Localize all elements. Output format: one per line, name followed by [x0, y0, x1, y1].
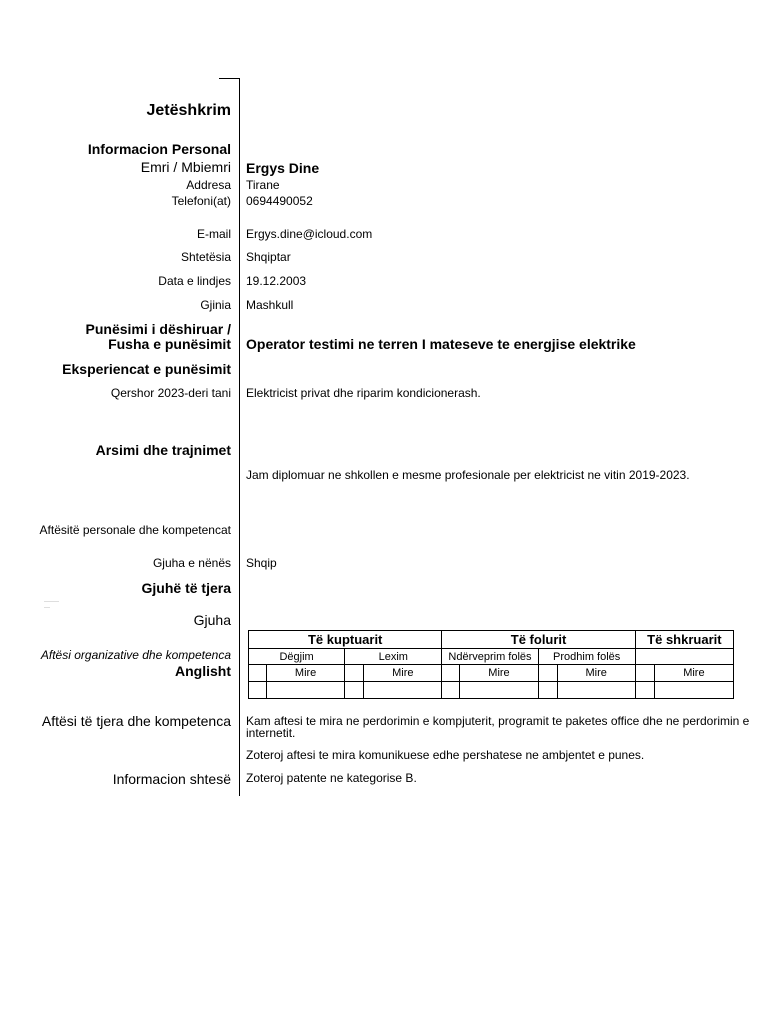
empty-cell: [460, 682, 538, 699]
email-value: Ergys.dine@icloud.com: [246, 227, 373, 241]
subheader-reading: Lexim: [345, 649, 442, 665]
group-writing: Të shkruarit: [635, 631, 733, 649]
level-code-cell: [442, 665, 460, 682]
mother-tongue-label: Gjuha e nënës: [152, 556, 231, 570]
empty-cell: [364, 682, 442, 699]
tiny-mark-1: —————: [44, 599, 59, 603]
subheader-production: Prodhim folës: [538, 649, 635, 665]
education-value: Jam diplomuar ne shkollen e mesme profesionale per elektricist ne vitin 2019-2023.: [246, 468, 690, 482]
other-skills-label: Aftësi të tjera dhe kompetenca: [41, 713, 231, 729]
desired-job-label-2: Fusha e punësimit: [108, 336, 231, 352]
section-skills: Aftësitë personale dhe kompetencat: [39, 523, 231, 537]
additional-info-label: Informacion shtesë: [112, 771, 231, 787]
gender-label: Gjinia: [200, 298, 231, 312]
desired-job-label-1: Punësimi i dëshiruar /: [85, 321, 231, 337]
document-title: Jetëshkrim: [146, 102, 231, 119]
level-interaction: Mire: [460, 665, 538, 682]
level-code-cell: [538, 665, 557, 682]
desired-job-value: Operator testimi ne terren I mateseve te energjise elektrike: [246, 336, 636, 352]
tiny-mark-2: ——: [44, 605, 50, 609]
empty-cell: [557, 682, 635, 699]
section-education: Arsimi dhe trajnimet: [95, 442, 231, 458]
empty-cell: [442, 682, 460, 699]
name-label: Emri / Mbiemri: [140, 159, 231, 175]
subheader-interaction: Ndërveprim folës: [442, 649, 538, 665]
empty-cell: [538, 682, 557, 699]
level-listening: Mire: [267, 665, 345, 682]
additional-info-value: Zoteroj patente ne kategorise B.: [246, 771, 417, 785]
mother-tongue-value: Shqip: [246, 556, 277, 570]
level-code-cell: [345, 665, 364, 682]
language-label: Gjuha: [193, 612, 231, 628]
other-skills-value-1: Kam aftesi te mira ne perdorimin e kompjuterit, programit te paketes office dhe ne perdorimin e: [246, 714, 750, 728]
subheader-listening: Dëgjim: [249, 649, 345, 665]
empty-cell: [267, 682, 345, 699]
section-experience: Eksperiencat e punësimit: [62, 361, 231, 377]
group-speaking: Të folurit: [442, 631, 635, 649]
empty-cell: [249, 682, 267, 699]
vertical-divider: [239, 78, 240, 796]
name-value: Ergys Dine: [246, 160, 320, 176]
address-label: Addresa: [186, 178, 231, 192]
other-skills-value-3: Zoteroj aftesi te mira komunikuese edhe pershatese ne ambjentet e punes.: [246, 748, 645, 762]
language-table-subheader: [249, 649, 734, 665]
level-writing: Mire: [654, 665, 733, 682]
email-label: E-mail: [196, 227, 231, 241]
level-reading: Mire: [364, 665, 442, 682]
gender-value: Mashkull: [246, 298, 294, 312]
section-personal-info: Informacion Personal: [87, 141, 231, 157]
other-skills-value-2: internetit.: [246, 726, 296, 740]
language-empty-row: [249, 682, 734, 699]
level-code-cell: [635, 665, 654, 682]
subheader-writing-empty: [635, 649, 733, 665]
experience-period: Qershor 2023-deri tani: [110, 386, 231, 400]
phone-value: 0694490052: [246, 194, 313, 208]
experience-value: Elektricist privat dhe riparim kondicionerash.: [246, 386, 481, 400]
org-skills-label: Aftësi organizative dhe kompetenca: [40, 648, 231, 662]
level-code-cell: [249, 665, 267, 682]
divider-tick: [219, 78, 240, 79]
birthdate-label: Data e lindjes: [158, 274, 231, 288]
language-table-header: [249, 631, 734, 649]
birthdate-value: 19.12.2003: [246, 274, 307, 288]
empty-cell: [345, 682, 364, 699]
language-name: Anglisht: [175, 663, 231, 679]
group-understanding: Të kuptuarit: [249, 631, 442, 649]
citizenship-label: Shtetësia: [180, 250, 231, 264]
empty-cell: [654, 682, 733, 699]
citizenship-value: Shqiptar: [246, 250, 291, 264]
phone-label: Telefoni(at): [171, 194, 231, 208]
address-value: Tirane: [246, 178, 280, 192]
empty-cell: [635, 682, 654, 699]
section-other-languages: Gjuhë të tjera: [141, 580, 231, 596]
language-levels-row: [249, 665, 734, 682]
language-table: [248, 630, 734, 699]
level-production: Mire: [557, 665, 635, 682]
